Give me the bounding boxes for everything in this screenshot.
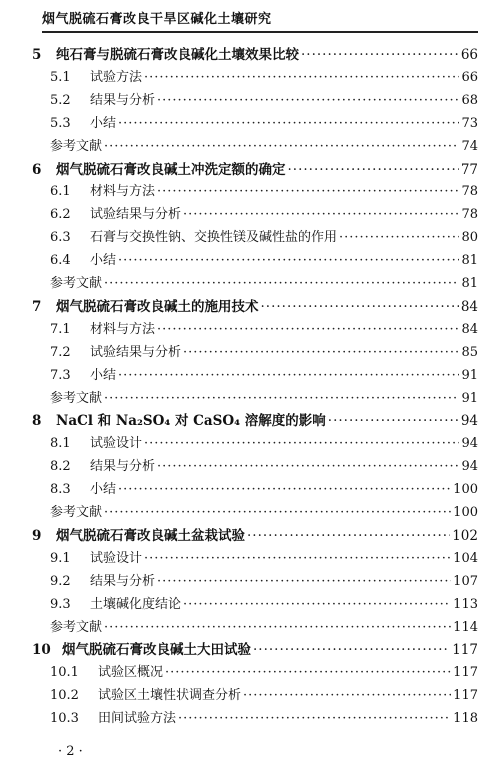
toc-page-number: 66: [460, 47, 478, 63]
toc-title: 材料与方法: [90, 321, 156, 337]
toc-page-number: 114: [453, 619, 478, 635]
toc-section-row[interactable]: [50, 548, 478, 570]
toc-number: 10.1: [50, 665, 79, 681]
toc-section-row[interactable]: [50, 594, 478, 616]
toc-page-number: 94: [461, 436, 478, 452]
toc-number: 10: [32, 642, 51, 659]
toc-number: 10.3: [50, 711, 79, 727]
toc-title: 烟气脱硫石膏改良碱土大田试验: [62, 642, 251, 659]
toc-number: 7.1: [50, 321, 71, 337]
toc-page-number: 78: [461, 184, 478, 200]
toc-section-row[interactable]: [50, 456, 478, 478]
toc-page-number: 81: [461, 276, 478, 291]
header-rule: [42, 31, 478, 33]
toc-section-row[interactable]: [50, 342, 478, 364]
toc-title: 小结: [90, 253, 117, 269]
toc-title: 土壤碱化度结论: [90, 596, 182, 612]
toc-leader-dots: [339, 227, 459, 249]
toc-leader-dots: [144, 433, 459, 455]
toc-page-number: 84: [460, 298, 478, 315]
toc-leader-dots: [253, 639, 450, 661]
toc-number: 5: [32, 47, 42, 63]
toc-section-row[interactable]: [50, 319, 478, 341]
toc-leader-dots: [104, 502, 451, 524]
toc-number: 7: [32, 298, 42, 315]
toc-title: 结果与分析: [90, 459, 156, 475]
toc-leader-dots: [104, 273, 459, 295]
toc-page-number: 100: [453, 505, 478, 520]
toc-page-number: 117: [453, 665, 478, 681]
toc-title: 小结: [90, 367, 117, 383]
toc-title: 试验结果与分析: [90, 344, 182, 360]
toc-leader-dots: [178, 708, 451, 730]
toc-title: 参考文献: [50, 138, 103, 154]
toc-number: 5.1: [50, 69, 71, 85]
toc-title: 试验方法: [90, 69, 143, 85]
toc-leader-dots: [118, 250, 459, 272]
toc-page-number: 81: [461, 253, 478, 269]
toc-section-row[interactable]: [50, 365, 478, 387]
toc-number: 6.2: [50, 207, 71, 223]
toc-page-number: 74: [461, 138, 478, 154]
toc-page-number: 117: [452, 642, 478, 659]
toc-section-row[interactable]: [50, 90, 478, 112]
toc-title: 石膏与交换性钠、交换性镁及碱性盐的作用: [90, 230, 338, 246]
toc-title: 试验设计: [90, 436, 143, 452]
toc-chapter-row[interactable]: [32, 296, 478, 318]
toc-leader-dots: [243, 685, 451, 707]
toc-title: 结果与分析: [90, 573, 156, 589]
toc-number: 5.2: [50, 92, 71, 108]
toc-title: 试验结果与分析: [90, 207, 182, 223]
toc-section-row[interactable]: [50, 479, 478, 501]
toc-chapter-row[interactable]: [32, 410, 478, 432]
running-header: 烟气脱硫石膏改良干旱区碱化土壤研究: [42, 12, 272, 27]
toc-references-row[interactable]: [50, 502, 478, 524]
toc-page-number: 94: [460, 413, 478, 430]
toc-leader-dots: [157, 181, 459, 203]
toc-leader-dots: [144, 67, 459, 89]
toc-leader-dots: [118, 113, 459, 135]
toc-leader-dots: [104, 617, 451, 639]
toc-title: 参考文献: [50, 276, 103, 291]
toc-leader-dots: [261, 296, 459, 318]
toc-page-number: 73: [461, 115, 478, 131]
toc-section-row[interactable]: [50, 571, 478, 593]
toc-number: 7.3: [50, 367, 71, 383]
toc-title: 烟气脱硫石膏改良碱土冲洗定额的确定: [56, 161, 286, 178]
toc-page-number: 118: [453, 711, 478, 727]
toc-page-number: 68: [461, 92, 478, 108]
toc-section-row[interactable]: [50, 67, 478, 89]
toc-leader-dots: [328, 410, 459, 432]
toc-title: 参考文献: [50, 619, 103, 635]
toc-section-row[interactable]: [50, 662, 478, 684]
toc-number: 9.2: [50, 573, 71, 589]
toc-section-row[interactable]: [50, 685, 478, 707]
toc-number: 5.3: [50, 115, 71, 131]
toc-number: 6.3: [50, 230, 71, 246]
toc-section-row[interactable]: [50, 227, 478, 249]
toc-leader-dots: [157, 319, 459, 341]
toc-page-number: 113: [453, 596, 478, 612]
toc-page-number: 100: [453, 482, 478, 498]
toc-leader-dots: [183, 342, 459, 364]
toc-title: 纯石膏与脱硫石膏改良碱化土壤效果比较: [56, 47, 299, 63]
toc-page-number: 102: [452, 527, 478, 544]
toc-leader-dots: [288, 159, 459, 181]
toc-title: 结果与分析: [90, 92, 156, 108]
toc-leader-dots: [157, 571, 451, 593]
toc-title: 田间试验方法: [98, 711, 177, 727]
toc-number: 6: [32, 161, 42, 178]
toc-number: 8.1: [50, 436, 71, 452]
toc-leader-dots: [104, 388, 459, 410]
toc-number: 10.2: [50, 688, 79, 704]
page-number: · 2 ·: [58, 744, 83, 759]
toc-number: 8.2: [50, 459, 71, 475]
toc-number: 8.3: [50, 482, 71, 498]
toc-number: 9.1: [50, 550, 71, 566]
toc-number: 9: [32, 527, 42, 544]
toc-leader-dots: [301, 44, 459, 66]
toc-references-row[interactable]: [50, 273, 478, 295]
toc-leader-dots: [118, 479, 451, 501]
toc-page-number: 94: [461, 459, 478, 475]
toc-chapter-row[interactable]: [32, 525, 478, 547]
toc-leader-dots: [165, 662, 451, 684]
toc-section-row[interactable]: [50, 433, 478, 455]
toc-page-number: 78: [461, 207, 478, 223]
toc-page-number: 85: [461, 344, 478, 360]
toc-page-number: 80: [461, 230, 478, 246]
toc-page-number: 77: [460, 161, 478, 178]
toc-chapter-row[interactable]: [32, 44, 478, 66]
toc-leader-dots: [118, 365, 459, 387]
toc-page-number: 104: [453, 550, 478, 566]
toc-leader-dots: [247, 525, 450, 547]
toc-page-number: 91: [461, 390, 478, 406]
toc-references-row[interactable]: [50, 136, 478, 158]
toc-section-row[interactable]: [50, 181, 478, 203]
toc-title: 小结: [90, 482, 117, 498]
toc-number: 9.3: [50, 596, 71, 612]
toc-title: 烟气脱硫石膏改良碱土盆栽试验: [56, 527, 245, 544]
toc-leader-dots: [183, 594, 451, 616]
toc-references-row[interactable]: [50, 388, 478, 410]
toc-title: 小结: [90, 115, 117, 131]
toc-section-row[interactable]: [50, 113, 478, 135]
toc-chapter-row[interactable]: [32, 639, 478, 661]
toc-title: 试验区土壤性状调查分析: [98, 688, 242, 704]
toc-page-number: 117: [453, 688, 478, 704]
toc-leader-dots: [157, 456, 459, 478]
toc-number: 7.2: [50, 344, 71, 360]
toc-section-row[interactable]: [50, 250, 478, 272]
toc-title: 试验设计: [90, 550, 143, 566]
toc-title: 参考文献: [50, 505, 103, 520]
toc-leader-dots: [144, 548, 451, 570]
toc-page-number: 84: [461, 321, 478, 337]
toc-chapter-row[interactable]: [32, 159, 478, 181]
toc-number: 8: [32, 413, 42, 430]
toc-leader-dots: [157, 90, 459, 112]
toc-page-number: 91: [461, 367, 478, 383]
toc-page-number: 107: [453, 573, 478, 589]
toc-title: 参考文献: [50, 390, 103, 406]
toc-leader-dots: [104, 136, 459, 158]
toc-title: NaCl 和 Na₂SO₄ 对 CaSO₄ 溶解度的影响: [56, 413, 326, 430]
toc-references-row[interactable]: [50, 617, 478, 639]
toc-title: 试验区概况: [98, 665, 164, 681]
toc-page-number: 66: [461, 69, 478, 85]
toc-title: 烟气脱硫石膏改良碱土的施用技术: [56, 298, 259, 315]
toc-number: 6.1: [50, 184, 71, 200]
toc-number: 6.4: [50, 253, 71, 269]
toc-leader-dots: [183, 204, 459, 226]
toc-section-row[interactable]: [50, 204, 478, 226]
toc-title: 材料与方法: [90, 184, 156, 200]
toc-section-row[interactable]: [50, 708, 478, 730]
